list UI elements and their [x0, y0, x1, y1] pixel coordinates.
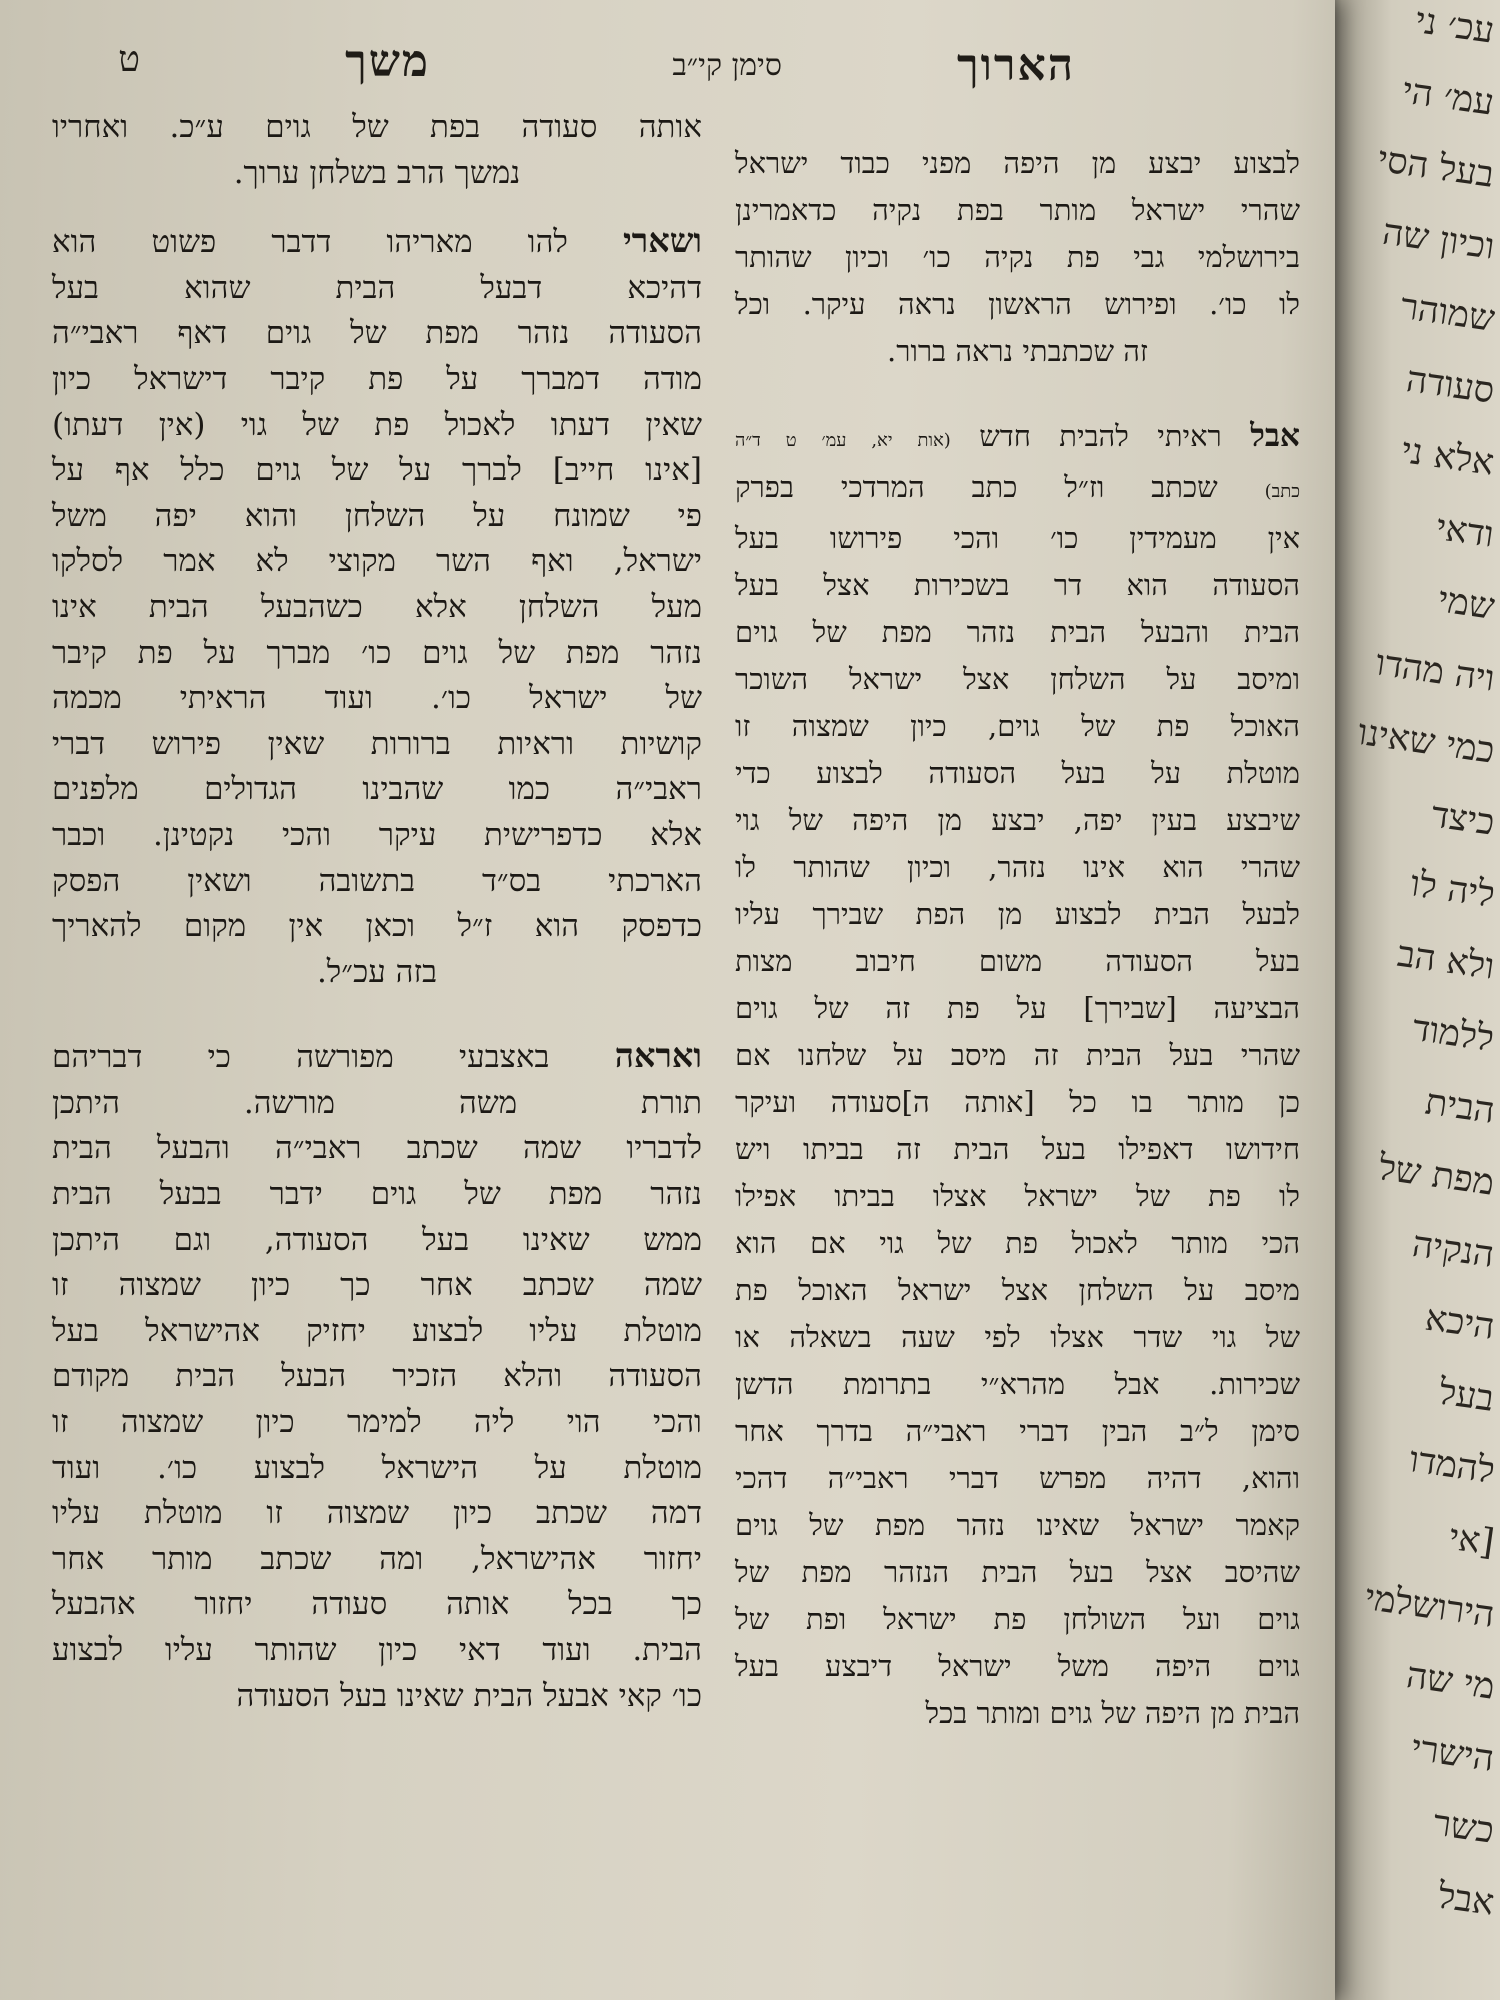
paragraph-line: נמשך הרב בשלחן ערוך.	[233, 154, 521, 191]
paragraph-line: והכי הוי ליה למימר כיון שמצוה זו	[52, 1404, 702, 1441]
paragraph-line: מוטלת על בעל הסעודה לבצוע כדי	[735, 756, 1300, 790]
paragraph-line: דמה שכתב כיון שמצוה זו מוטלת עליו	[52, 1495, 702, 1532]
paragraph-line: בעל הסעודה משום חיבוב מצות	[735, 944, 1300, 978]
paragraph-line: הבית והבעל הבית נזהר מפת של גוים	[735, 615, 1300, 649]
paragraph-line: קאמר ישראל שאינו נזהר מפת של גוים	[735, 1508, 1300, 1542]
paragraph-line: דהיכא דבעל הבית שהוא בעל	[52, 269, 702, 306]
facing-page-fragment: מפת של	[1376, 1147, 1497, 1204]
facing-page-fragment: ויה מהדו	[1372, 642, 1497, 700]
page-header	[60, 30, 1075, 91]
paragraph-line: לו כו׳. ופירוש הראשון נראה עיקר. וכל	[735, 287, 1300, 321]
paragraph-line: לבעל הבית לבצוע מן הפת שבירך עליו	[735, 897, 1300, 931]
opening-word: אבל	[1250, 418, 1301, 454]
paragraph-line: אלא כדפרישית עיקר והכי נקטינן. וכבר	[52, 816, 702, 853]
paragraph-line: ישראל, ואף השר מקוצי לא אמר לסלקו	[52, 543, 702, 580]
facing-page-fragment: ללמוד	[1410, 1007, 1497, 1060]
paragraph-line: לבצוע יבצע מן היפה מפני כבוד ישראל	[735, 146, 1300, 180]
paragraph-line: שהרי ישראל מותר בפת נקיה כדאמרינן	[735, 193, 1300, 227]
paragraph-line: ומיסב על השלחן אצל ישראל השוכר	[735, 662, 1300, 696]
left-paragraph-2	[52, 218, 702, 995]
paragraph-line: קושיות וראיות ברורות שאין פירוש דברי	[52, 725, 702, 762]
facing-page-fragment: כמי שאינו	[1355, 712, 1497, 772]
facing-page	[1320, 0, 1500, 2000]
paragraph-line: שהיסב אצל בעל הבית הנזהר מפת של	[735, 1555, 1300, 1589]
paragraph-line: כדפסק הוא ז״ל וכאן אין מקום להאריך	[52, 908, 702, 945]
right-paragraph-1	[735, 140, 1300, 375]
paragraph-line: בזה עכ״ל.	[316, 953, 438, 990]
paragraph-line: כך בכל אותה סעודה יחזור אהבעל	[52, 1586, 702, 1623]
paragraph-line: הבית מן היפה של גוים ומותר בכל	[925, 1696, 1300, 1730]
facing-page-fragment: עכ׳ ני	[1412, 0, 1497, 52]
paragraph-line: של גוי שדר אצלו לפי שעה בשאלה או	[735, 1320, 1300, 1354]
paragraph-line: אין מעמידין כו׳ והכי פירושו בעל	[735, 521, 1300, 555]
paragraph-line: הסעודה נזהר מפת של גוים דאף ראבי״ה	[52, 315, 702, 352]
paragraph-line: פי שמונח על השלחן והוא יפה משל	[52, 497, 702, 534]
paragraph-line: גוים ועל השולחן פת ישראל ופת של	[735, 1602, 1300, 1636]
paragraph-line: הסעודה והלא הזכיר הבעל הבית מקודם	[52, 1358, 702, 1395]
paragraph-line: מוטלת על הישראל לבצוע כו׳. ועוד	[52, 1449, 702, 1486]
facing-page-fragment: כשר	[1430, 1802, 1497, 1852]
paragraph-line: נזהר מפת של גוים כו׳ מברך על פת קיבר	[52, 634, 702, 671]
citation-note: (אות יא, עמ׳ ט ד״ה	[735, 430, 951, 451]
paragraph-line: לו פת של ישראל אצלו בביתו אפילו	[735, 1179, 1300, 1213]
paragraph-line: [אינו חייב] לברך על של גוים כלל אף על	[52, 452, 702, 489]
facing-page-fragment: כיצד	[1428, 794, 1497, 844]
running-title-right: הארוך	[956, 40, 1075, 91]
paragraph-line: אותה סעודה בפת של גוים ע״כ. ואחריו	[52, 109, 702, 145]
paragraph-line: מעל השלחן אלא כשהבעל הבית אינו	[52, 588, 702, 625]
facing-page-fragment: ולא הב	[1394, 933, 1497, 988]
facing-page-fragment: שמי	[1435, 579, 1497, 628]
paragraph-line: מוטלת עליו לבצוע יחזיק אהישראל בעל	[52, 1312, 702, 1349]
paragraph-line: הבציעה [שבירך] על פת זה של גוים	[735, 991, 1300, 1025]
paragraph-line: של ישראל כו׳. ועוד הראיתי מכמה	[52, 680, 702, 717]
facing-page-fragment: הירושלמי	[1362, 1577, 1497, 1636]
facing-page-fragment: היכא	[1422, 1297, 1497, 1348]
paragraph-first-line: אבל ראיתי להבית חדש (אות יא, עמ׳ ט ד״ה	[735, 418, 1301, 454]
facing-page-fragment: מי שה	[1403, 1654, 1497, 1708]
paragraph-line: זה שכתבתי נראה ברור.	[887, 334, 1148, 368]
left-paragraph-1	[52, 105, 702, 196]
paragraph-line: יחזור אהישראל, ומה שכתב מותר אחר	[52, 1540, 702, 1577]
paragraph-line: שכירות. אבל מהרא״י בתרומת הדשן	[735, 1367, 1300, 1401]
paragraph-line: ממש שאינו בעל הסעודה, וגם היתכן	[52, 1221, 702, 1258]
paragraph-line: ראבי״ה כמו שהבינו הגדולים מלפנים	[52, 771, 702, 808]
left-column	[52, 105, 702, 1719]
facing-page-fragment: שמוהר	[1397, 286, 1497, 340]
paragraph-line: מודה דמברך על פת קיבר דישראל כיון	[52, 360, 702, 397]
facing-page-fragment: הנקיה	[1410, 1223, 1497, 1276]
facing-page-fragment: אלא ני	[1399, 430, 1497, 484]
opening-word: ושארי	[623, 221, 702, 261]
paragraph-line: נזהר מפת של גוים ידבר בבעל הבית	[52, 1176, 702, 1213]
facing-page-fragment: בעל הסי	[1375, 138, 1497, 196]
facing-page-fragment: להמדו	[1406, 1439, 1497, 1492]
paragraph-line: כו׳ קאי אבעל הבית שאינו בעל הסעודה	[236, 1677, 702, 1714]
paragraph-line: הסעודה הוא דר בשכירות אצל בעל	[735, 568, 1300, 602]
facing-page-fragment: אבל	[1435, 1875, 1497, 1924]
right-column	[735, 140, 1300, 1737]
paragraph-line: הארכתי בס״ד בתשובה ושאין הפסק	[52, 862, 702, 899]
paragraph-first-line: ושארי להו מאריהו דדבר פשוט הוא	[52, 221, 702, 261]
paragraph-first-line: ואראה באצבעי מפורשה כי דבריהם	[52, 1036, 702, 1076]
paragraph-line: והוא, דהיה מפרש דברי ראבי״ה דהכי	[735, 1461, 1300, 1495]
paragraph-line: חידושו דאפילו בעל הבית זה בביתו ויש	[735, 1132, 1300, 1166]
paragraph-line: שהרי הוא אינו נזהר, וכיון שהותר לו	[735, 850, 1300, 884]
siman-label: סימן קי״ב	[672, 48, 782, 83]
left-paragraph-3	[52, 1033, 702, 1719]
facing-page-fragment: סעודה	[1403, 358, 1497, 412]
facing-page-fragment: עמ׳ הי	[1400, 70, 1497, 124]
paragraph-line: שמה שכתב אחר כך כיון שמצוה זו	[52, 1267, 702, 1304]
right-paragraph-2	[735, 413, 1300, 1737]
facing-page-fragment: הבית	[1422, 1081, 1497, 1132]
facing-page-fragment: [אי	[1446, 1516, 1497, 1564]
facing-page-fragment: הישרי	[1409, 1727, 1497, 1780]
paragraph-line: הבית. ועוד דאי כיון שהותר עליו לבצוע	[52, 1632, 702, 1668]
opening-word: ואראה	[614, 1036, 702, 1076]
paragraph-line: שיבצע בעין יפה, יבצע מן היפה של גוי	[735, 803, 1300, 837]
facing-page-fragment: ודאי	[1434, 507, 1497, 556]
paragraph-line: הכי מותר לאכול פת של גוי אם הוא	[735, 1226, 1300, 1260]
paragraph-line: גוים היפה משל ישראל דיבצע בעל	[735, 1649, 1300, 1683]
facing-page-fragment: וכיון שה	[1379, 211, 1497, 268]
paragraph-line: בירושלמי גבי פת נקיה כו׳ וכיון שהותר	[735, 240, 1300, 274]
paragraph-line: מיסב על השלחן אצל ישראל האוכל פת	[735, 1273, 1300, 1307]
paragraph-line: סימן ל״ב הבין דברי ראבי״ה בדרך אחר	[735, 1414, 1300, 1448]
paragraph-line: שאין דעתו לאכול פת של גוי (אין דעתו)	[52, 406, 702, 443]
paragraph-line: תורת משה מורשה. היתכן	[52, 1084, 702, 1121]
page-number: ט	[118, 39, 140, 80]
paragraph-line: שהרי בעל הבית זה מיסב על שלחנו אם	[735, 1038, 1300, 1072]
running-title-left: משך	[345, 36, 430, 87]
citation-note-cont: כתב)	[1264, 481, 1300, 502]
paragraph-line: כן מותר בו כל [אותה ה]סעודה ועיקר	[735, 1085, 1300, 1119]
facing-page-fragment: ליה לו	[1407, 863, 1497, 916]
paragraph-line: כתב) שכתב וז״ל כתב המרדכי בפרק	[735, 470, 1300, 504]
paragraph-line: האוכל פת של גוים, כיון שמצוה זו	[735, 709, 1300, 743]
facing-page-fragment: בעל	[1437, 1371, 1497, 1420]
paragraph-line: לדבריו שמה שכתב ראבי״ה והבעל הבית	[52, 1130, 702, 1167]
